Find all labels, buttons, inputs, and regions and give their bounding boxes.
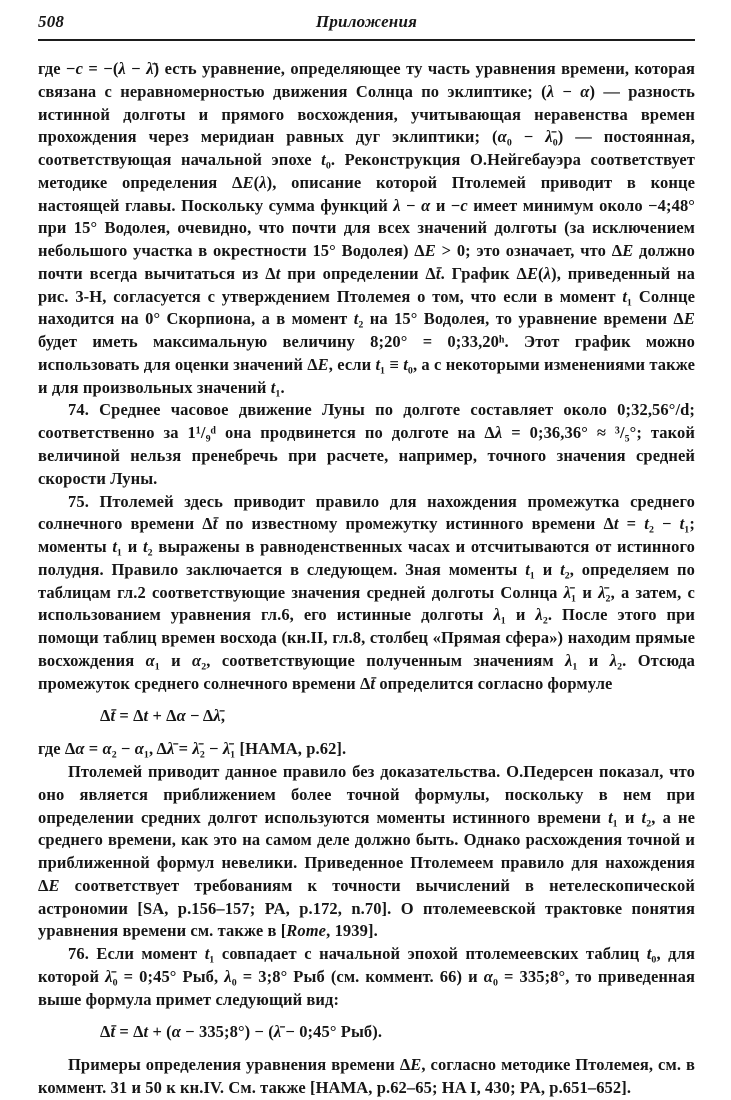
- paragraph: где Δα = α₂ − α₁, Δλ̄ = λ̄₂ − λ̄₁ [HAMA, p.62].: [38, 739, 347, 759]
- paragraph: Примеры определения уравнения времени ΔE, согласно методике Птолемея, см. в коммент. 31 и 50 к кн.IV. См. также [HAMA, p.62–65; HA I, 430; PA, p.651–652].: [38, 1055, 695, 1097]
- page-number: 508: [38, 12, 65, 31]
- paragraph: Птолемей приводит данное правило без доказательства. О.Педерсен показал, что оно является приближением более точной формулы, поскольку в нем при определении средних долгот используются моменты истинного времени t₁ и t₂, а не среднего времени, как это на самом деле должно быть. Однако расхождения точной и приближенной формул невелики. Приведенное Птолемеем правило для нахождения ΔE соответствует требованиям к точности вычислений в нетелескопической астрономии [SA, p.156–157; PA, p.172, n.70]. О птолемеевской трактовке понятия уравнения времени см. также в [Rome, 1939].: [38, 761, 696, 941]
- formula-line: Δt̄ = Δt + (α − 335;8°) − (λ̄ − 0;45° Рыб).: [100, 1022, 383, 1042]
- paragraph: 76. Если момент t₁ совпадает с начальной эпохой птолемеевских таблиц t₀, для которой λ̄₀ = 0;45° Рыб, λ₀ = 3;8° Рыб (см. коммент. 66) и α₀ = 335;8°, то приведенная выше формула примет следующий вид:: [38, 944, 696, 1009]
- paragraph: 74. Среднее часовое движение Луны по долготе составляет около 0;32,56°/d; соответственно за 1¹/₉ᵈ она продвинется по долготе на Δλ = 0;36,36° ≈ ³/₅°; такой величиной нельзя пренебречь при расчете, например, точного значения средней скорости Луны.: [38, 400, 695, 488]
- paragraph: где −c = −(λ − λ̄) есть уравнение, определяющее ту часть уравнения времени, которая связана с неравномерностью движения Солнца по эклиптике; (λ − α) — разность истинной долготы и прямого восхождения, учитывающая неравенства времен прохождения через меридиан равных дуг эклиптики; (α₀ − λ̄₀) — постоянная, соответствующая начальной эпохе t₀. Реконструкция О.Нейгебауэра соответствует методике определения ΔE(λ), описание которой Птолемей приводит в конце настоящей главы. Поскольку сумма функций λ − α и −c имеет минимум около −4;48° при 15° Водолея, очевидно, что почти для всех значений долготы (за исключением небольшого участка в окрестности 15° Водолея) ΔE > 0; это означает, что ΔE должно почти всегда вычитаться из Δt при определении Δt̄. График ΔE(λ), приведенный на рис. 3-Н, согласуется с утверждением Птолемея о том, что если в момент t₁ Солнце находится на 0° Скорпиона, а в момент t₂ на 15° Водолея, то уравнение времени ΔE будет иметь максимальную величину 8;20° = 0;33,20ʰ. Этот график можно использовать для оценки значений ΔE, если t₁ ≡ t₀, а с некоторыми изменениями также и для произвольных значений t₁.: [38, 59, 696, 397]
- page-header: [38, 10, 695, 32]
- text-block: [38, 58, 695, 1100]
- header-rule: [38, 39, 695, 41]
- paragraph: 75. Птолемей здесь приводит правило для нахождения промежутка среднего солнечного времени Δt̄ по известному промежутку истинного времени Δt = t₂ − t₁; моменты t₁ и t₂ выражены в равноденственных часах и отсчитываются от истинного полудня. Правило заключается в следующем. Зная моменты t₁ и t₂, определяем по таблицам гл.2 соответствующие значения средней долготы Солнца λ̄₁ и λ̄₂, а затем, с использованием уравнения гл.6, его истинные долготы λ₁ и λ₂. После этого при помощи таблиц времен восхода (кн.II, гл.8, столбец «Прямая сфера») находим прямые восхождения α₁ и α₂, соответствующие полученным значениям λ₁ и λ₂. Отсюда промежуток среднего солнечного времени Δt̄ определится согласно формуле: [38, 491, 696, 693]
- running-title: Приложения: [315, 12, 418, 31]
- formula-line: Δt̄ = Δt + Δα − Δλ̄,: [100, 706, 226, 726]
